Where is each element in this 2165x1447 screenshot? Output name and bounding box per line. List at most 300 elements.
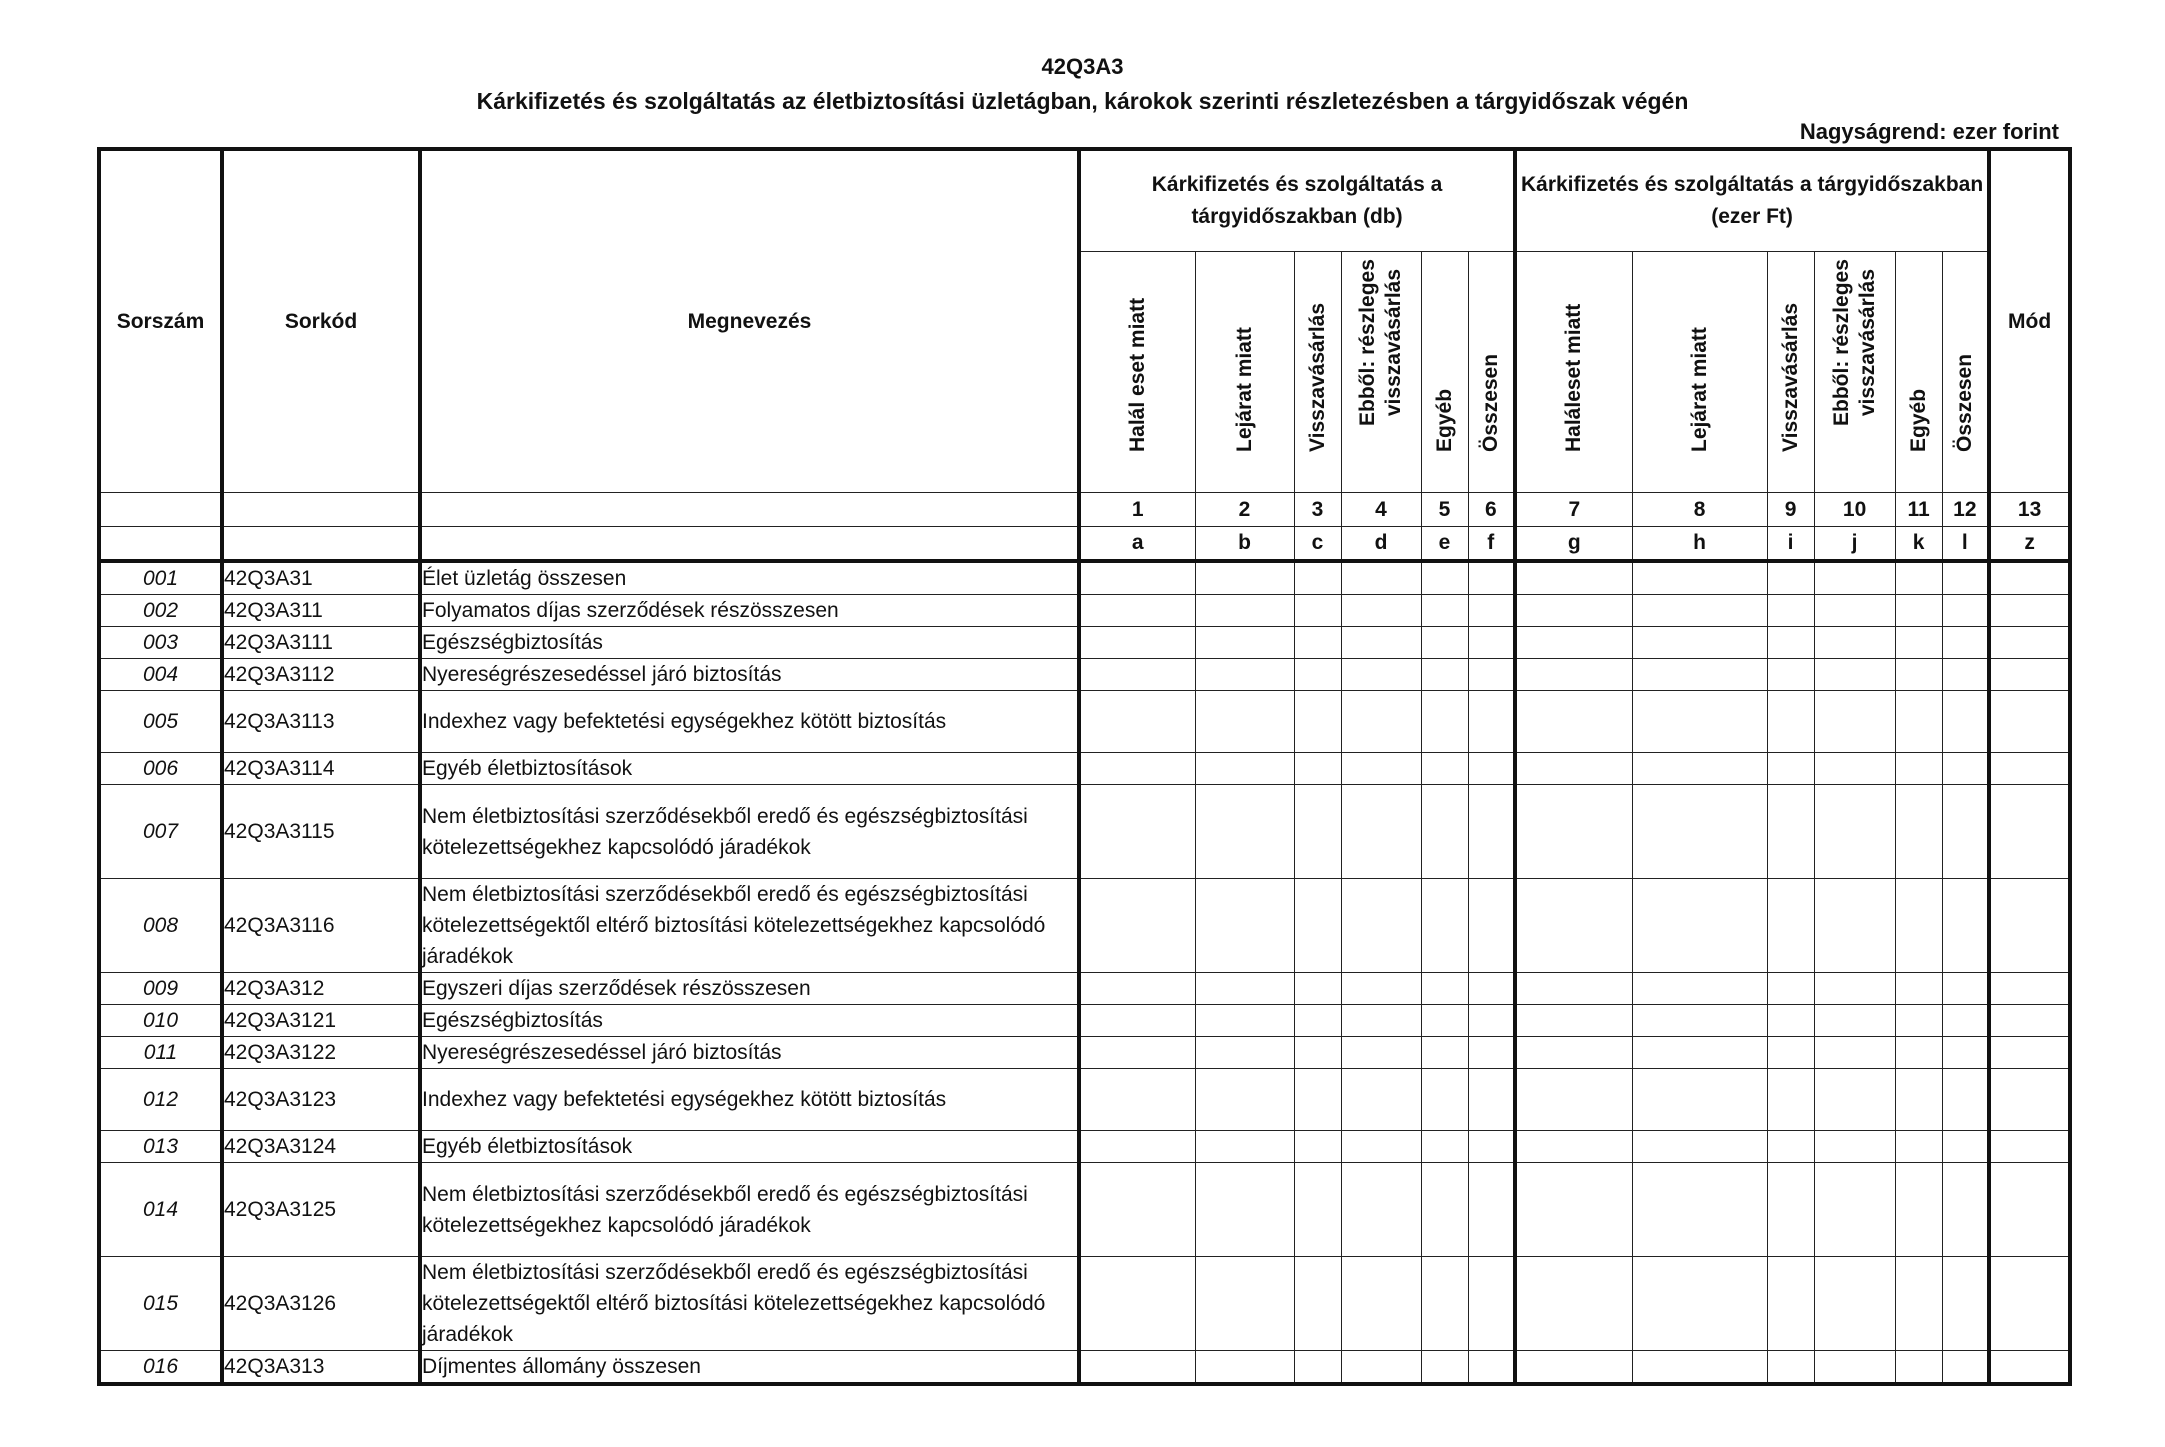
col-header-mod: Mód — [1989, 149, 2070, 493]
column-number: 1 — [1079, 493, 1195, 527]
column-letter: g — [1515, 527, 1632, 562]
table-row — [99, 1257, 2070, 1351]
spacer-cell — [420, 527, 1079, 562]
row-number: 008 — [99, 879, 222, 973]
data-cell[interactable] — [1942, 1257, 1989, 1351]
column-number: 2 — [1195, 493, 1294, 527]
data-cell[interactable] — [1989, 1131, 2070, 1163]
data-cell[interactable] — [1195, 627, 1294, 659]
row-name: Egyszeri díjas szerződések részösszesen — [420, 973, 1079, 1005]
data-cell[interactable] — [1515, 785, 1632, 879]
data-cell[interactable] — [1989, 1257, 2070, 1351]
row-name: Nem életbiztosítási szerződésekből eredő és egészségbiztosítási kötelezettségektől eltérő biztosítási kötelezettségekhez kapcsolódó járadékok — [420, 1257, 1079, 1351]
vertical-column-header — [1468, 252, 1515, 493]
column-number: 7 — [1515, 493, 1632, 527]
data-cell[interactable] — [1515, 1037, 1632, 1069]
data-cell[interactable] — [1294, 1037, 1341, 1069]
data-cell[interactable] — [1632, 1351, 1767, 1385]
column-number-row — [99, 493, 2070, 527]
data-cell[interactable] — [1814, 595, 1895, 627]
data-cell[interactable] — [1632, 879, 1767, 973]
table-row — [99, 659, 2070, 691]
data-cell[interactable] — [1294, 1257, 1341, 1351]
data-cell[interactable] — [1767, 1131, 1814, 1163]
data-cell[interactable] — [1421, 691, 1468, 753]
row-name: Folyamatos díjas szerződések részösszesen — [420, 595, 1079, 627]
column-letter: z — [1989, 527, 2070, 562]
row-number: 005 — [99, 691, 222, 753]
data-cell[interactable] — [1468, 1005, 1515, 1037]
data-cell[interactable] — [1814, 879, 1895, 973]
data-cell[interactable] — [1294, 1351, 1341, 1385]
data-cell[interactable] — [1341, 879, 1421, 973]
column-letter: l — [1942, 527, 1989, 562]
column-letter: h — [1632, 527, 1767, 562]
data-cell[interactable] — [1515, 691, 1632, 753]
data-cell[interactable] — [1942, 1131, 1989, 1163]
row-number: 013 — [99, 1131, 222, 1163]
data-cell[interactable] — [1814, 1037, 1895, 1069]
data-cell[interactable] — [1341, 1005, 1421, 1037]
table-row — [99, 1005, 2070, 1037]
data-cell[interactable] — [1989, 753, 2070, 785]
group-header-ft: Kárkifizetés és szolgáltatás a tárgyidőszakban (ezer Ft) — [1515, 149, 1989, 252]
data-cell[interactable] — [1632, 753, 1767, 785]
row-number: 016 — [99, 1351, 222, 1385]
column-number: 4 — [1341, 493, 1421, 527]
row-code: 42Q3A312 — [222, 973, 420, 1005]
data-cell[interactable] — [1942, 785, 1989, 879]
table-row — [99, 1163, 2070, 1257]
vertical-header-text: Ebből: részleges visszavásárlás — [1829, 259, 1879, 426]
column-number: 6 — [1468, 493, 1515, 527]
data-cell[interactable] — [1294, 595, 1341, 627]
data-cell[interactable] — [1341, 973, 1421, 1005]
data-cell[interactable] — [1195, 1257, 1294, 1351]
data-cell[interactable] — [1814, 1163, 1895, 1257]
data-cell[interactable] — [1767, 1037, 1814, 1069]
data-cell[interactable] — [1341, 1351, 1421, 1385]
data-cell[interactable] — [1421, 627, 1468, 659]
spacer-cell — [222, 493, 420, 527]
data-cell[interactable] — [1814, 1069, 1895, 1131]
data-cell[interactable] — [1814, 1257, 1895, 1351]
data-cell[interactable] — [1421, 1257, 1468, 1351]
data-cell[interactable] — [1515, 1257, 1632, 1351]
data-cell[interactable] — [1895, 561, 1942, 595]
data-cell[interactable] — [1632, 1069, 1767, 1131]
data-cell[interactable] — [1468, 1131, 1515, 1163]
data-cell[interactable] — [1814, 973, 1895, 1005]
table-row — [99, 1069, 2070, 1131]
data-cell[interactable] — [1468, 1257, 1515, 1351]
row-number: 004 — [99, 659, 222, 691]
data-cell[interactable] — [1421, 1069, 1468, 1131]
data-cell[interactable] — [1421, 561, 1468, 595]
row-code: 42Q3A3115 — [222, 785, 420, 879]
column-letter: b — [1195, 527, 1294, 562]
table-row — [99, 785, 2070, 879]
data-cell[interactable] — [1468, 595, 1515, 627]
data-cell[interactable] — [1814, 753, 1895, 785]
data-cell[interactable] — [1632, 595, 1767, 627]
data-cell[interactable] — [1632, 659, 1767, 691]
data-cell[interactable] — [1942, 753, 1989, 785]
data-cell[interactable] — [1515, 1069, 1632, 1131]
data-cell[interactable] — [1942, 1069, 1989, 1131]
column-number: 8 — [1632, 493, 1767, 527]
data-cell[interactable] — [1942, 973, 1989, 1005]
data-cell[interactable] — [1421, 1351, 1468, 1385]
vertical-header-text: Összesen — [1952, 353, 1976, 452]
data-cell[interactable] — [1515, 1005, 1632, 1037]
data-cell[interactable] — [1632, 627, 1767, 659]
data-cell[interactable] — [1468, 753, 1515, 785]
data-cell[interactable] — [1767, 595, 1814, 627]
data-cell[interactable] — [1814, 1131, 1895, 1163]
data-cell[interactable] — [1895, 595, 1942, 627]
row-number: 001 — [99, 561, 222, 595]
data-cell[interactable] — [1814, 659, 1895, 691]
data-cell[interactable] — [1195, 691, 1294, 753]
data-cell[interactable] — [1895, 1257, 1942, 1351]
vertical-header-text: Haláleset miatt — [1562, 303, 1586, 452]
row-code: 42Q3A313 — [222, 1351, 420, 1385]
group-header-db: Kárkifizetés és szolgáltatás a tárgyidőszakban (db) — [1079, 149, 1515, 252]
data-cell[interactable] — [1895, 627, 1942, 659]
data-cell[interactable] — [1515, 973, 1632, 1005]
row-number: 006 — [99, 753, 222, 785]
data-cell[interactable] — [1421, 1131, 1468, 1163]
data-cell[interactable] — [1814, 785, 1895, 879]
vertical-header-text: Összesen — [1478, 353, 1502, 452]
data-cell[interactable] — [1989, 1037, 2070, 1069]
data-cell[interactable] — [1341, 1163, 1421, 1257]
data-cell[interactable] — [1814, 691, 1895, 753]
data-cell[interactable] — [1632, 1005, 1767, 1037]
data-cell[interactable] — [1079, 1257, 1195, 1351]
vertical-header-text: Egyéb — [1906, 388, 1930, 452]
data-cell[interactable] — [1942, 1163, 1989, 1257]
data-cell[interactable] — [1814, 627, 1895, 659]
vertical-header-text: Ebből: részleges visszavásárlás — [1356, 259, 1405, 426]
data-cell[interactable] — [1767, 753, 1814, 785]
data-cell[interactable] — [1468, 627, 1515, 659]
data-cell[interactable] — [1767, 1351, 1814, 1385]
data-cell[interactable] — [1079, 691, 1195, 753]
data-cell[interactable] — [1294, 691, 1341, 753]
vertical-column-header — [1079, 252, 1195, 493]
data-cell[interactable] — [1468, 1163, 1515, 1257]
data-cell[interactable] — [1767, 879, 1814, 973]
data-cell[interactable] — [1989, 785, 2070, 879]
data-cell[interactable] — [1515, 595, 1632, 627]
data-cell[interactable] — [1515, 879, 1632, 973]
data-cell[interactable] — [1195, 1351, 1294, 1385]
data-cell[interactable] — [1195, 1069, 1294, 1131]
data-cell[interactable] — [1989, 691, 2070, 753]
data-cell[interactable] — [1341, 785, 1421, 879]
row-code: 42Q3A3116 — [222, 879, 420, 973]
data-cell[interactable] — [1468, 785, 1515, 879]
vertical-column-header — [1767, 252, 1814, 493]
data-cell[interactable] — [1814, 1351, 1895, 1385]
data-cell[interactable] — [1942, 1005, 1989, 1037]
data-cell[interactable] — [1814, 1005, 1895, 1037]
data-cell[interactable] — [1989, 659, 2070, 691]
data-cell[interactable] — [1767, 659, 1814, 691]
data-cell[interactable] — [1079, 1131, 1195, 1163]
data-cell[interactable] — [1515, 1163, 1632, 1257]
data-cell[interactable] — [1515, 753, 1632, 785]
row-number: 007 — [99, 785, 222, 879]
row-code: 42Q3A3113 — [222, 691, 420, 753]
data-cell[interactable] — [1942, 659, 1989, 691]
data-cell[interactable] — [1294, 879, 1341, 973]
data-cell[interactable] — [1421, 879, 1468, 973]
data-cell[interactable] — [1079, 753, 1195, 785]
form-code: 42Q3A3 — [1041, 54, 1124, 79]
data-cell[interactable] — [1421, 595, 1468, 627]
row-number: 002 — [99, 595, 222, 627]
spacer-cell — [99, 527, 222, 562]
data-cell[interactable] — [1079, 785, 1195, 879]
data-cell[interactable] — [1989, 1005, 2070, 1037]
data-cell[interactable] — [1294, 785, 1341, 879]
data-cell[interactable] — [1294, 659, 1341, 691]
table-row — [99, 973, 2070, 1005]
data-cell[interactable] — [1195, 561, 1294, 595]
data-cell[interactable] — [1294, 561, 1341, 595]
data-cell[interactable] — [1989, 627, 2070, 659]
row-number: 015 — [99, 1257, 222, 1351]
data-cell[interactable] — [1421, 785, 1468, 879]
data-cell[interactable] — [1195, 595, 1294, 627]
data-cell[interactable] — [1079, 1163, 1195, 1257]
data-cell[interactable] — [1767, 1257, 1814, 1351]
data-cell[interactable] — [1294, 973, 1341, 1005]
data-cell[interactable] — [1767, 1069, 1814, 1131]
data-cell[interactable] — [1341, 753, 1421, 785]
data-cell[interactable] — [1989, 1163, 2070, 1257]
data-cell[interactable] — [1942, 627, 1989, 659]
row-name: Nem életbiztosítási szerződésekből eredő és egészségbiztosítási kötelezettségekhez kapcsolódó járadékok — [420, 785, 1079, 879]
data-cell[interactable] — [1942, 561, 1989, 595]
data-cell[interactable] — [1468, 1351, 1515, 1385]
table-row — [99, 595, 2070, 627]
data-cell[interactable] — [1294, 627, 1341, 659]
data-cell[interactable] — [1895, 1069, 1942, 1131]
row-number: 009 — [99, 973, 222, 1005]
data-cell[interactable] — [1767, 1163, 1814, 1257]
data-cell[interactable] — [1468, 659, 1515, 691]
data-cell[interactable] — [1632, 785, 1767, 879]
data-cell[interactable] — [1294, 1069, 1341, 1131]
vertical-column-header — [1942, 252, 1989, 493]
data-cell[interactable] — [1989, 561, 2070, 595]
data-cell[interactable] — [1632, 1163, 1767, 1257]
data-cell[interactable] — [1767, 785, 1814, 879]
column-letter-row — [99, 527, 2070, 562]
data-cell[interactable] — [1195, 785, 1294, 879]
data-cell[interactable] — [1468, 561, 1515, 595]
data-cell[interactable] — [1079, 627, 1195, 659]
table-row — [99, 691, 2070, 753]
data-cell[interactable] — [1294, 1005, 1341, 1037]
data-cell[interactable] — [1989, 879, 2070, 973]
data-cell[interactable] — [1421, 753, 1468, 785]
data-cell[interactable] — [1767, 1005, 1814, 1037]
column-letter: a — [1079, 527, 1195, 562]
data-cell[interactable] — [1942, 1037, 1989, 1069]
row-code: 42Q3A3123 — [222, 1069, 420, 1131]
data-cell[interactable] — [1468, 973, 1515, 1005]
row-code: 42Q3A3124 — [222, 1131, 420, 1163]
data-cell[interactable] — [1341, 561, 1421, 595]
vertical-column-header — [1294, 252, 1341, 493]
data-cell[interactable] — [1895, 973, 1942, 1005]
data-cell[interactable] — [1195, 659, 1294, 691]
data-cell[interactable] — [1895, 879, 1942, 973]
data-cell[interactable] — [1341, 691, 1421, 753]
row-name: Egészségbiztosítás — [420, 1005, 1079, 1037]
data-cell[interactable] — [1341, 1037, 1421, 1069]
data-cell[interactable] — [1767, 627, 1814, 659]
data-cell[interactable] — [1421, 1037, 1468, 1069]
data-cell[interactable] — [1767, 691, 1814, 753]
data-cell[interactable] — [1294, 1163, 1341, 1257]
data-cell[interactable] — [1989, 973, 2070, 1005]
vertical-header-text: Lejárat miatt — [1232, 327, 1256, 452]
data-cell[interactable] — [1079, 659, 1195, 691]
data-cell[interactable] — [1515, 1131, 1632, 1163]
data-cell[interactable] — [1632, 561, 1767, 595]
data-cell[interactable] — [1079, 973, 1195, 1005]
data-cell[interactable] — [1079, 1069, 1195, 1131]
data-cell[interactable] — [1632, 1131, 1767, 1163]
data-cell[interactable] — [1421, 659, 1468, 691]
data-cell[interactable] — [1632, 1037, 1767, 1069]
data-cell[interactable] — [1079, 1005, 1195, 1037]
data-cell[interactable] — [1989, 595, 2070, 627]
data-cell[interactable] — [1195, 1163, 1294, 1257]
vertical-column-header — [1421, 252, 1468, 493]
spacer-cell — [222, 527, 420, 562]
table-row — [99, 1351, 2070, 1385]
data-cell[interactable] — [1895, 1037, 1942, 1069]
col-header-sorszam: Sorszám — [99, 149, 222, 493]
vertical-header-text: Visszavásárlás — [1778, 302, 1802, 452]
data-cell[interactable] — [1632, 973, 1767, 1005]
vertical-column-header — [1895, 252, 1942, 493]
data-cell[interactable] — [1942, 595, 1989, 627]
row-name: Élet üzletág összesen — [420, 561, 1079, 595]
data-cell[interactable] — [1341, 659, 1421, 691]
row-name: Egészségbiztosítás — [420, 627, 1079, 659]
data-cell[interactable] — [1895, 691, 1942, 753]
data-cell[interactable] — [1195, 1037, 1294, 1069]
data-cell[interactable] — [1895, 1163, 1942, 1257]
row-name: Nem életbiztosítási szerződésekből eredő és egészségbiztosítási kötelezettségekhez kapcsolódó járadékok — [420, 1163, 1079, 1257]
table-row — [99, 753, 2070, 785]
data-cell[interactable] — [1468, 1037, 1515, 1069]
data-cell[interactable] — [1341, 1131, 1421, 1163]
data-cell[interactable] — [1895, 1005, 1942, 1037]
column-letter: e — [1421, 527, 1468, 562]
data-cell[interactable] — [1515, 659, 1632, 691]
data-cell[interactable] — [1989, 1351, 2070, 1385]
data-cell[interactable] — [1515, 561, 1632, 595]
data-cell[interactable] — [1767, 561, 1814, 595]
data-cell[interactable] — [1767, 973, 1814, 1005]
data-cell[interactable] — [1895, 753, 1942, 785]
data-cell[interactable] — [1195, 973, 1294, 1005]
data-cell[interactable] — [1195, 879, 1294, 973]
data-cell[interactable] — [1895, 785, 1942, 879]
vertical-column-header — [1814, 252, 1895, 493]
data-cell[interactable] — [1989, 1069, 2070, 1131]
row-name: Egyéb életbiztosítások — [420, 753, 1079, 785]
data-cell[interactable] — [1895, 1131, 1942, 1163]
data-cell[interactable] — [1468, 1069, 1515, 1131]
data-cell[interactable] — [1468, 879, 1515, 973]
data-cell[interactable] — [1632, 1257, 1767, 1351]
data-cell[interactable] — [1468, 691, 1515, 753]
spacer-cell — [420, 493, 1079, 527]
data-cell[interactable] — [1079, 595, 1195, 627]
data-cell[interactable] — [1195, 753, 1294, 785]
table-row — [99, 1037, 2070, 1069]
data-cell[interactable] — [1942, 1351, 1989, 1385]
data-cell[interactable] — [1195, 1131, 1294, 1163]
vertical-column-header — [1341, 252, 1421, 493]
row-number: 011 — [99, 1037, 222, 1069]
data-cell[interactable] — [1421, 973, 1468, 1005]
data-cell[interactable] — [1195, 1005, 1294, 1037]
data-cell[interactable] — [1632, 691, 1767, 753]
row-number: 003 — [99, 627, 222, 659]
row-name: Nem életbiztosítási szerződésekből eredő és egészségbiztosítási kötelezettségektől eltérő biztosítási kötelezettségekhez kapcsolódó járadékok — [420, 879, 1079, 973]
data-cell[interactable] — [1079, 879, 1195, 973]
data-cell[interactable] — [1341, 627, 1421, 659]
data-cell[interactable] — [1341, 1257, 1421, 1351]
data-cell[interactable] — [1895, 659, 1942, 691]
data-cell[interactable] — [1515, 627, 1632, 659]
data-cell[interactable] — [1895, 1351, 1942, 1385]
data-cell[interactable] — [1814, 561, 1895, 595]
data-cell[interactable] — [1294, 753, 1341, 785]
data-cell[interactable] — [1079, 1351, 1195, 1385]
row-name: Nyereségrészesedéssel járó biztosítás — [420, 659, 1079, 691]
data-cell[interactable] — [1421, 1005, 1468, 1037]
data-cell[interactable] — [1942, 691, 1989, 753]
data-cell[interactable] — [1515, 1351, 1632, 1385]
data-cell[interactable] — [1294, 1131, 1341, 1163]
column-letter: c — [1294, 527, 1341, 562]
row-name: Díjmentes állomány összesen — [420, 1351, 1079, 1385]
data-cell[interactable] — [1341, 595, 1421, 627]
data-cell[interactable] — [1079, 561, 1195, 595]
vertical-column-header — [1515, 252, 1632, 493]
vertical-header-text: Visszavásárlás — [1305, 302, 1329, 452]
row-code: 42Q3A311 — [222, 595, 420, 627]
column-letter: f — [1468, 527, 1515, 562]
data-cell[interactable] — [1079, 1037, 1195, 1069]
data-cell[interactable] — [1942, 879, 1989, 973]
data-cell[interactable] — [1421, 1163, 1468, 1257]
data-cell[interactable] — [1341, 1069, 1421, 1131]
column-number: 3 — [1294, 493, 1341, 527]
